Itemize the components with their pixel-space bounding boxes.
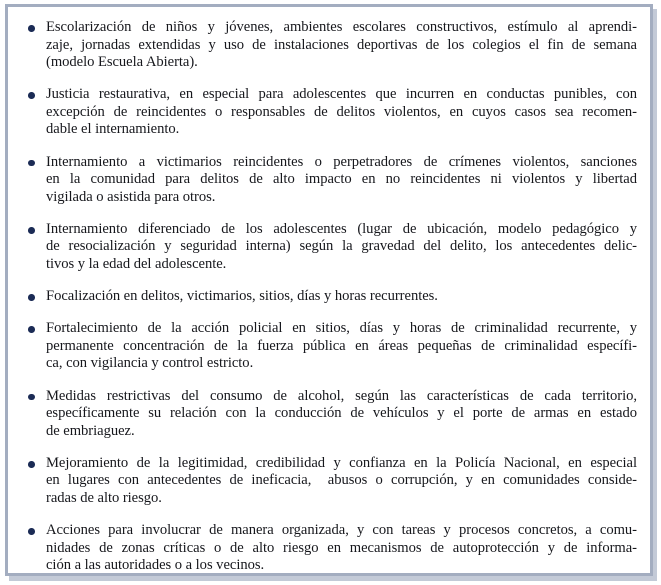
text-line: (modelo Escuela Abierta). — [46, 54, 198, 71]
text-line: Internamiento a victimarios reincidentes o perpetradores de crímenes violentos, sanciones — [46, 153, 637, 170]
list-item-text — [46, 455, 637, 508]
list-item — [22, 86, 637, 139]
list-item — [22, 288, 637, 306]
text-line: dable el internamiento. — [46, 121, 180, 138]
list-item-text — [46, 86, 637, 139]
bullet-circle-icon — [28, 528, 35, 535]
bullet-circle-icon — [28, 160, 35, 167]
bullet-circle-icon — [28, 227, 35, 234]
bullet-circle-icon — [28, 25, 35, 32]
text-line: de embriaguez. — [46, 422, 135, 439]
text-line: Medidas restrictivas del consumo de alcohol, según las características de cada territorio, — [46, 387, 637, 404]
bullet-circle-icon — [28, 461, 35, 468]
text-line: tivos y la edad del adolescente. — [46, 256, 227, 273]
text-line: excepción de reincidentes o responsables de delitos violentos, en cuyos casos sea recomen- — [46, 103, 637, 120]
bullet-circle-icon — [28, 394, 35, 401]
list-item — [22, 455, 637, 508]
text-line: Internamiento diferenciado de los adolescentes (lugar de ubicación, modelo pedagógico y — [46, 220, 637, 237]
bullet-circle-icon — [28, 92, 35, 99]
policy-bullet-list — [22, 19, 637, 575]
list-item — [22, 154, 637, 207]
text-line: Mejoramiento de la legitimidad, credibilidad y confianza en la Policía Nacional, en especial — [46, 454, 637, 471]
bordered-content-frame — [5, 4, 653, 576]
bullet-circle-icon — [28, 294, 35, 301]
text-line: ción a las autoridades o a los vecinos. — [46, 557, 265, 574]
list-item — [22, 221, 637, 274]
bullet-circle-icon — [28, 326, 35, 333]
text-line: Fortalecimiento de la acción policial en sitios, días y horas de criminalidad recurrente, y — [46, 320, 637, 337]
text-line: en lugares con antecedentes de ineficacia, abusos o corrupción, y en comunidades conside- — [46, 472, 637, 489]
text-line: Escolarización de niños y jóvenes, ambientes escolares constructivos, estímulo al aprendi- — [46, 19, 637, 35]
text-line: ca, con vigilancia y control estricto. — [46, 355, 254, 372]
list-item — [22, 19, 637, 72]
list-item-text — [46, 320, 637, 373]
list-item-text — [46, 221, 637, 274]
list-item — [22, 388, 637, 441]
text-line: permanente concentración de la fuerza pública en áreas pequeñas de criminalidad específi- — [46, 337, 637, 354]
list-item-text — [46, 19, 637, 72]
list-item-text — [46, 288, 637, 306]
text-line: zaje, jornadas extendidas y uso de instalaciones deportivas de los colegios el fin de semana — [46, 36, 637, 53]
list-item — [22, 320, 637, 373]
text-line: específicamente su relación con la conducción de vehículos y el porte de armas en estado — [46, 405, 637, 422]
list-item-text — [46, 388, 637, 441]
list-item-text — [46, 522, 637, 575]
text-line: Focalización en delitos, victimarios, sitios, días y horas recurrentes. — [46, 288, 438, 305]
list-item — [22, 522, 637, 575]
text-line: vigilada o asistida para otros. — [46, 188, 216, 205]
list-item-text — [46, 154, 637, 207]
text-line: nidades de zonas críticas o de alto riesgo en mecanismos de autoprotección y de informa- — [46, 539, 637, 556]
text-line: radas de alto riesgo. — [46, 489, 162, 506]
text-line: Acciones para involucrar de manera organizada, y con tareas y procesos concretos, a comu- — [46, 522, 637, 539]
text-line: en la comunidad para delitos de alto impacto en no reincidentes ni violentos y libertad — [46, 171, 637, 188]
text-line: de resocialización y seguridad interna) según la gravedad del delito, los antecedentes delic- — [46, 238, 637, 255]
content-area — [8, 7, 650, 573]
text-line: Justicia restaurativa, en especial para adolescentes que incurren en conductas punibles, con — [46, 86, 637, 103]
